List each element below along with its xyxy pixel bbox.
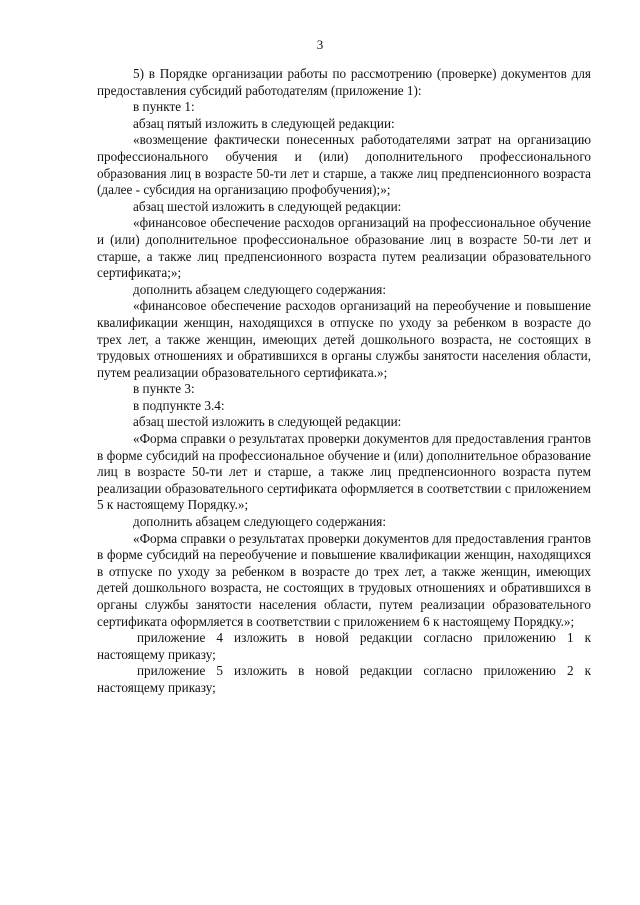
paragraph-abzac-6-header: абзац шестой изложить в следующей редакции: [133, 198, 402, 214]
paragraph-add-abzac-text: «финансовое обеспечение расходов организаций на переобучение и повышение квалификации женщин, находящихся в отпуске по уходу за ребенком в возрасте до трех лет, а также женщин, имеющих детей дошкольного возраста, не состоящих в трудовых отношениях и обратившихся в органы службы занятости населения области, путем реализации образовательного сертификата.»; [97, 298, 591, 380]
paragraph-abzac-6-header-2: абзац шестой изложить в следующей редакции: [133, 414, 402, 430]
paragraph-subpoint-3-4: в подпункте 3.4: [133, 397, 225, 413]
paragraph-point-3: в пункте 3: [133, 381, 195, 397]
paragraph-add-abzac-header-2: дополнить абзацем следующего содержания: [133, 514, 387, 530]
paragraph-form-5-text: «Форма справки о результатах проверки документов для предоставления грантов в форме субсидий на профессиональное обучение и (или) дополнительное образование лиц в возрасте 50-ти лет и старше, а также лиц предпенсионного возраста путем реализации образовательного сертификата оформляется в соответствии с приложением 5 к настоящему Порядку.»; [97, 431, 591, 513]
paragraph-appendix-5: приложение 5 изложить в новой редакции согласно приложению 2 к настоящему приказу; [97, 663, 591, 695]
paragraph-add-abzac-header: дополнить абзацем следующего содержания: [133, 281, 387, 297]
paragraph-abzac-5-header: абзац пятый изложить в следующей редакции: [133, 115, 395, 131]
paragraph-abzac-5-text: «возмещение фактически понесенных работодателями затрат на организацию профессионального обучения и (или) дополнительного профессионального образования лиц в возрасте 50-ти лет и старше, а также лиц предпенсионного возраста (далее - субсидия на организацию профобучения);»; [97, 132, 591, 198]
document-body [97, 66, 591, 697]
paragraph-abzac-6-text: «финансовое обеспечение расходов организаций на профессиональное обучение и (или) дополнительное профессиональное образование лиц в возрасте 50-ти лет и старше, а также лиц предпенсионного возраста путем реализации образовательного сертификата;»; [97, 215, 591, 281]
paragraph-form-6-text: «Форма справки о результатах проверки документов для предоставления грантов в форме субсидий на переобучение и повышение квалификации женщин, находящихся в отпуске по уходу за ребенком в возрасте до трех лет, а также женщин, имеющих детей дошкольного возраста, не состоящих в трудовых отношениях и обратившихся в органы службы занятости населения области, путем реализации образовательного сертификата оформляется в соответствии с приложением 6 к настоящему Порядку.»; [97, 530, 591, 629]
paragraph-point-1: в пункте 1: [133, 99, 195, 115]
paragraph-item-5-intro: 5) в Порядке организации работы по рассмотрению (проверке) документов для предоставления субсидий работодателям (приложение 1): [97, 66, 591, 98]
page-number: 3 [316, 37, 324, 52]
paragraph-appendix-4: приложение 4 изложить в новой редакции согласно приложению 1 к настоящему приказу; [97, 630, 591, 662]
